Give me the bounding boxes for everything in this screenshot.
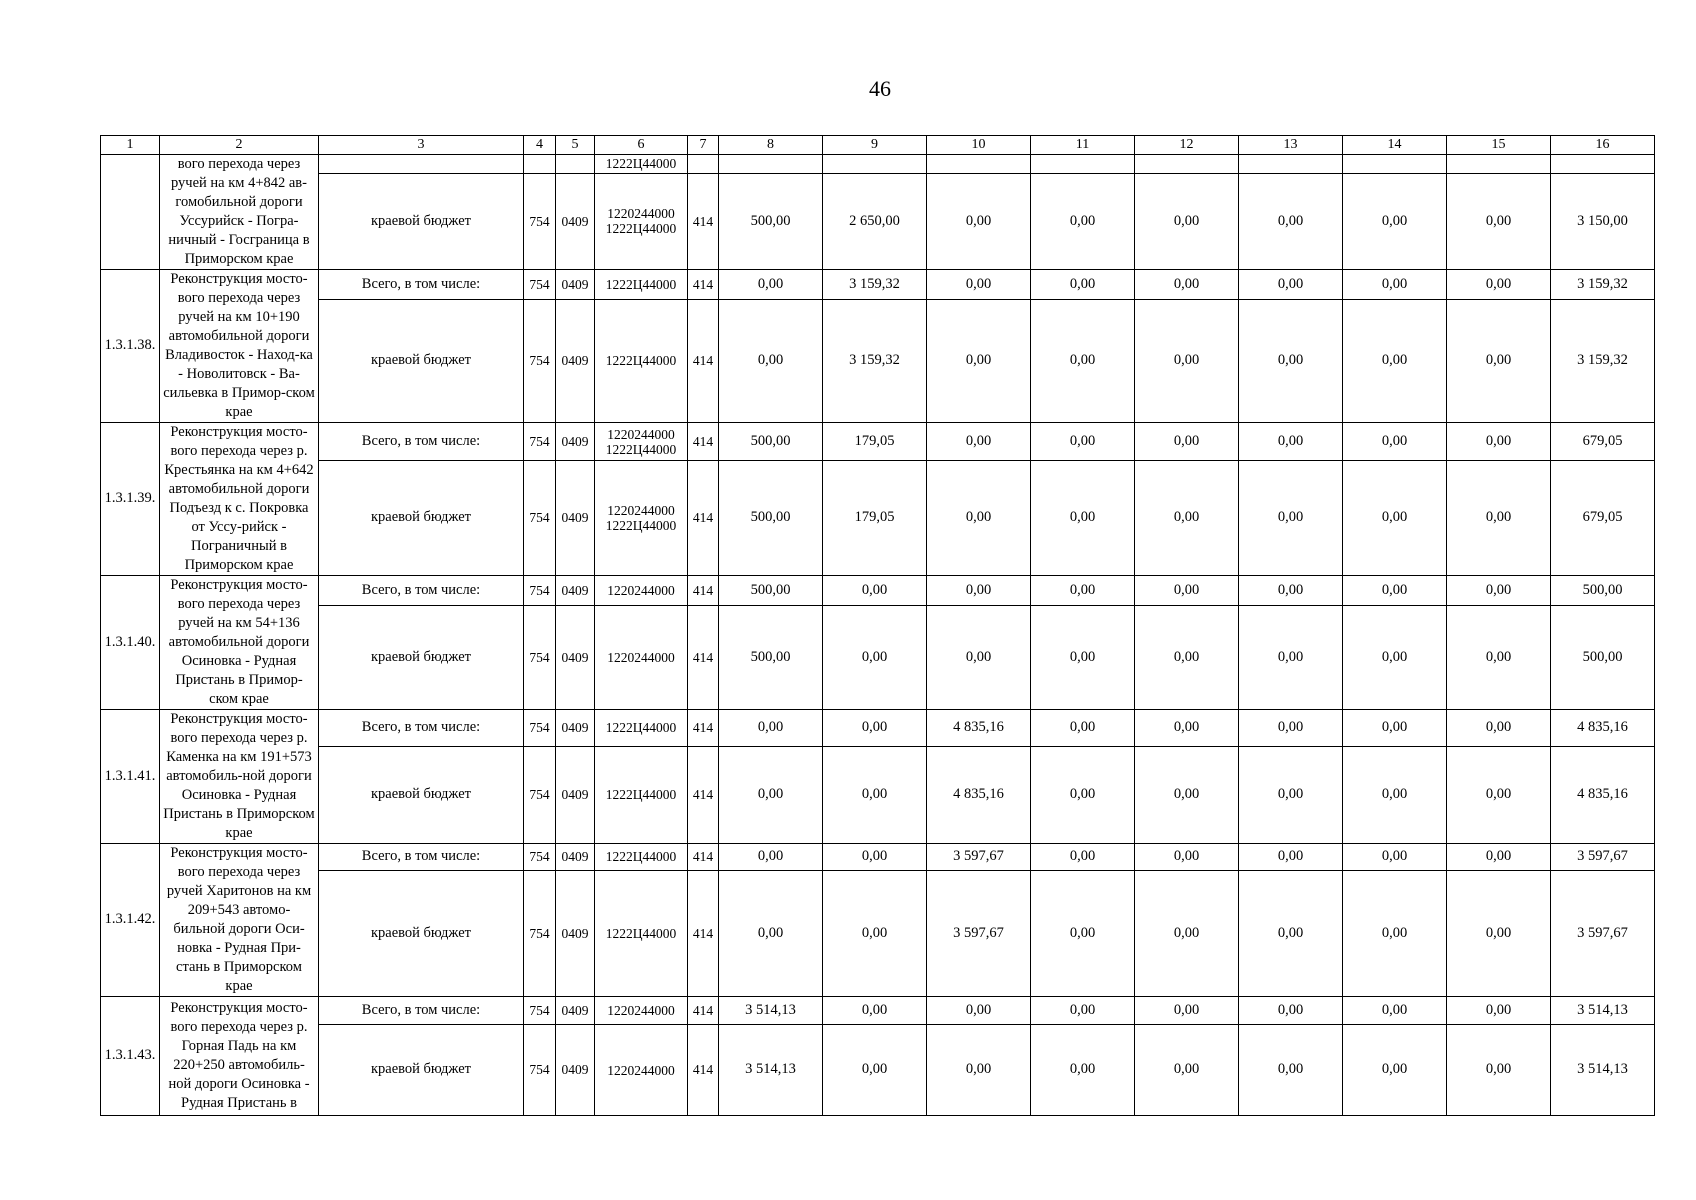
- budget-code: 414: [688, 299, 719, 422]
- amount-cell: 3 514,13: [1551, 997, 1655, 1025]
- amount-cell: 0,00: [1447, 870, 1551, 996]
- header-row: [101, 136, 1655, 155]
- budget-code: 414: [688, 870, 719, 996]
- budget-code: 414: [688, 605, 719, 709]
- amount-cell: 0,00: [719, 746, 823, 843]
- amount-cell: 0,00: [1135, 270, 1239, 300]
- funding-source: Всего, в том числе:: [319, 844, 524, 871]
- budget-code: [524, 155, 556, 174]
- amount-cell: 0,00: [823, 844, 927, 871]
- amount-cell: 4 835,16: [1551, 746, 1655, 843]
- amount-cell: 0,00: [927, 461, 1031, 576]
- amount-cell: 3 597,67: [927, 844, 1031, 871]
- budget-code: 0409: [556, 423, 595, 461]
- table-row: [101, 173, 1655, 269]
- amount-cell: [1343, 155, 1447, 174]
- amount-cell: 0,00: [1239, 270, 1343, 300]
- amount-cell: 0,00: [1031, 746, 1135, 843]
- amount-cell: 0,00: [1239, 576, 1343, 606]
- amount-cell: 0,00: [1239, 173, 1343, 269]
- budget-code: 0409: [556, 461, 595, 576]
- target-item-code: 1220244000: [595, 576, 688, 606]
- row-index: 1.3.1.41.: [101, 710, 160, 844]
- column-header: 9: [823, 136, 927, 155]
- amount-cell: 0,00: [1447, 844, 1551, 871]
- amount-cell: 0,00: [823, 870, 927, 996]
- amount-cell: 0,00: [823, 710, 927, 747]
- amount-cell: 4 835,16: [927, 710, 1031, 747]
- table-row: [101, 870, 1655, 996]
- amount-cell: 0,00: [1447, 299, 1551, 422]
- amount-cell: 0,00: [927, 576, 1031, 606]
- amount-cell: 500,00: [1551, 605, 1655, 709]
- amount-cell: 0,00: [719, 844, 823, 871]
- amount-cell: 0,00: [1447, 423, 1551, 461]
- column-header: 8: [719, 136, 823, 155]
- column-header: 7: [688, 136, 719, 155]
- amount-cell: 0,00: [1343, 1025, 1447, 1116]
- row-index: 1.3.1.38.: [101, 270, 160, 423]
- amount-cell: 0,00: [1343, 746, 1447, 843]
- budget-code: 414: [688, 1025, 719, 1116]
- amount-cell: 3 514,13: [719, 1025, 823, 1116]
- target-item-code: 1220244000: [595, 1025, 688, 1116]
- funding-source: краевой бюджет: [319, 746, 524, 843]
- amount-cell: 500,00: [719, 423, 823, 461]
- amount-cell: 3 159,32: [823, 299, 927, 422]
- amount-cell: 0,00: [1447, 746, 1551, 843]
- amount-cell: 0,00: [1447, 576, 1551, 606]
- amount-cell: [719, 155, 823, 174]
- amount-cell: 0,00: [1135, 746, 1239, 843]
- row-index: 1.3.1.40.: [101, 576, 160, 710]
- amount-cell: 0,00: [1135, 576, 1239, 606]
- budget-code: 414: [688, 576, 719, 606]
- table-row: [101, 746, 1655, 843]
- amount-cell: 0,00: [927, 1025, 1031, 1116]
- column-header: 16: [1551, 136, 1655, 155]
- amount-cell: 0,00: [927, 173, 1031, 269]
- amount-cell: 0,00: [1135, 997, 1239, 1025]
- target-item-code: 1220244000: [595, 605, 688, 709]
- target-item-code: 1220244000 1222Ц44000: [595, 423, 688, 461]
- amount-cell: 0,00: [1343, 461, 1447, 576]
- amount-cell: 0,00: [1135, 844, 1239, 871]
- budget-code: 414: [688, 710, 719, 747]
- amount-cell: 0,00: [1447, 270, 1551, 300]
- object-description: вого перехода через ручей на км 4+842 ав-гомобильной дороги Уссурийск - Погра-ничный - Госграница в Приморском крае: [160, 155, 319, 270]
- amount-cell: 0,00: [1343, 844, 1447, 871]
- amount-cell: 500,00: [719, 605, 823, 709]
- budget-code: [556, 155, 595, 174]
- amount-cell: 0,00: [1135, 423, 1239, 461]
- budget-code: 414: [688, 461, 719, 576]
- amount-cell: 500,00: [719, 461, 823, 576]
- target-item-code: 1222Ц44000: [595, 870, 688, 996]
- budget-code: 0409: [556, 870, 595, 996]
- amount-cell: 0,00: [1031, 270, 1135, 300]
- amount-cell: 0,00: [1343, 173, 1447, 269]
- column-header: 13: [1239, 136, 1343, 155]
- column-header: 2: [160, 136, 319, 155]
- row-index: [101, 155, 160, 270]
- amount-cell: 679,05: [1551, 423, 1655, 461]
- row-index: 1.3.1.42.: [101, 844, 160, 997]
- amount-cell: 0,00: [719, 710, 823, 747]
- amount-cell: 0,00: [1239, 605, 1343, 709]
- amount-cell: 2 650,00: [823, 173, 927, 269]
- amount-cell: 679,05: [1551, 461, 1655, 576]
- column-header: 6: [595, 136, 688, 155]
- funding-source: краевой бюджет: [319, 461, 524, 576]
- amount-cell: 0,00: [1135, 173, 1239, 269]
- amount-cell: 179,05: [823, 461, 927, 576]
- amount-cell: 0,00: [1135, 710, 1239, 747]
- budget-code: 754: [524, 605, 556, 709]
- amount-cell: 0,00: [823, 576, 927, 606]
- amount-cell: 0,00: [1031, 710, 1135, 747]
- amount-cell: 0,00: [719, 270, 823, 300]
- column-header: 10: [927, 136, 1031, 155]
- budget-code: 414: [688, 997, 719, 1025]
- target-item-code: 1220244000 1222Ц44000: [595, 173, 688, 269]
- funding-source: краевой бюджет: [319, 870, 524, 996]
- amount-cell: 0,00: [1031, 844, 1135, 871]
- amount-cell: [1447, 155, 1551, 174]
- budget-code: 754: [524, 844, 556, 871]
- budget-code: 754: [524, 461, 556, 576]
- amount-cell: 0,00: [1239, 299, 1343, 422]
- column-header: 5: [556, 136, 595, 155]
- amount-cell: 0,00: [1239, 870, 1343, 996]
- column-header: 15: [1447, 136, 1551, 155]
- budget-table: [100, 135, 1655, 1116]
- column-header: 3: [319, 136, 524, 155]
- budget-code: 754: [524, 173, 556, 269]
- budget-code: 0409: [556, 997, 595, 1025]
- budget-code: 754: [524, 746, 556, 843]
- amount-cell: 0,00: [823, 605, 927, 709]
- amount-cell: 0,00: [1031, 299, 1135, 422]
- amount-cell: 500,00: [1551, 576, 1655, 606]
- amount-cell: 3 514,13: [719, 997, 823, 1025]
- amount-cell: 3 150,00: [1551, 173, 1655, 269]
- column-header: 1: [101, 136, 160, 155]
- amount-cell: 0,00: [1343, 576, 1447, 606]
- table-row: [101, 997, 1655, 1025]
- amount-cell: 0,00: [1031, 576, 1135, 606]
- row-index: 1.3.1.39.: [101, 423, 160, 576]
- amount-cell: 0,00: [1447, 1025, 1551, 1116]
- budget-code: 0409: [556, 299, 595, 422]
- object-description: Реконструкция мосто-вого перехода через р. Каменка на км 191+573 автомобиль-ной дороги Осиновка - Рудная Пристань в Приморском крае: [160, 710, 319, 844]
- funding-source: Всего, в том числе:: [319, 576, 524, 606]
- amount-cell: [823, 155, 927, 174]
- table-row: [101, 1025, 1655, 1116]
- table-row: [101, 461, 1655, 576]
- amount-cell: 0,00: [1239, 461, 1343, 576]
- amount-cell: 0,00: [927, 423, 1031, 461]
- amount-cell: 0,00: [1447, 461, 1551, 576]
- table-row: [101, 576, 1655, 606]
- object-description: Реконструкция мосто-вого перехода через ручей на км 10+190 автомобильной дороги Владивосток - Наход-ка - Новолитовск - Ва-сильевка в Примор-ском крае: [160, 270, 319, 423]
- amount-cell: 0,00: [1447, 605, 1551, 709]
- budget-code: 0409: [556, 1025, 595, 1116]
- amount-cell: 0,00: [1447, 997, 1551, 1025]
- amount-cell: 0,00: [1135, 870, 1239, 996]
- column-header: 4: [524, 136, 556, 155]
- amount-cell: 3 159,32: [1551, 270, 1655, 300]
- amount-cell: 0,00: [1343, 605, 1447, 709]
- amount-cell: 0,00: [1135, 299, 1239, 422]
- amount-cell: 3 159,32: [1551, 299, 1655, 422]
- target-item-code: 1220244000 1222Ц44000: [595, 461, 688, 576]
- amount-cell: 0,00: [1239, 844, 1343, 871]
- funding-source: Всего, в том числе:: [319, 270, 524, 300]
- funding-source: краевой бюджет: [319, 1025, 524, 1116]
- target-item-code: 1222Ц44000: [595, 844, 688, 871]
- amount-cell: 0,00: [1447, 173, 1551, 269]
- budget-code: 754: [524, 423, 556, 461]
- amount-cell: 500,00: [719, 173, 823, 269]
- budget-code: 754: [524, 1025, 556, 1116]
- amount-cell: 0,00: [1343, 423, 1447, 461]
- table-row: [101, 299, 1655, 422]
- amount-cell: 0,00: [1343, 299, 1447, 422]
- funding-source: [319, 155, 524, 174]
- budget-code: 414: [688, 270, 719, 300]
- amount-cell: 0,00: [1031, 1025, 1135, 1116]
- amount-cell: 0,00: [719, 299, 823, 422]
- column-header: 11: [1031, 136, 1135, 155]
- target-item-code: 1222Ц44000: [595, 155, 688, 174]
- amount-cell: 0,00: [1135, 461, 1239, 576]
- budget-code: 754: [524, 270, 556, 300]
- amount-cell: 0,00: [1031, 870, 1135, 996]
- amount-cell: 0,00: [1343, 870, 1447, 996]
- table-row: [101, 710, 1655, 747]
- budget-code: 0409: [556, 270, 595, 300]
- amount-cell: 500,00: [719, 576, 823, 606]
- funding-source: Всего, в том числе:: [319, 423, 524, 461]
- funding-source: краевой бюджет: [319, 299, 524, 422]
- amount-cell: 0,00: [1031, 997, 1135, 1025]
- amount-cell: 4 835,16: [927, 746, 1031, 843]
- budget-code: 0409: [556, 605, 595, 709]
- table-row: [101, 270, 1655, 300]
- object-description: Реконструкция мосто-вого перехода через ручей на км 54+136 автомобильной дороги Осиновка - Рудная Пристань в Примор-ском крае: [160, 576, 319, 710]
- amount-cell: 0,00: [1447, 710, 1551, 747]
- amount-cell: [1239, 155, 1343, 174]
- amount-cell: 0,00: [1031, 423, 1135, 461]
- table-row: [101, 844, 1655, 871]
- table-row: [101, 605, 1655, 709]
- budget-code: 754: [524, 870, 556, 996]
- amount-cell: [927, 155, 1031, 174]
- table-row: [101, 155, 1655, 174]
- amount-cell: 0,00: [1135, 1025, 1239, 1116]
- object-description: Реконструкция мосто-вого перехода через р. Горная Падь на км 220+250 автомобиль-ной дороги Осиновка - Рудная Пристань в: [160, 997, 319, 1116]
- budget-code: [688, 155, 719, 174]
- funding-source: краевой бюджет: [319, 605, 524, 709]
- column-header: 14: [1343, 136, 1447, 155]
- amount-cell: 0,00: [1239, 423, 1343, 461]
- budget-code: 754: [524, 299, 556, 422]
- amount-cell: 179,05: [823, 423, 927, 461]
- amount-cell: 0,00: [823, 1025, 927, 1116]
- target-item-code: 1220244000: [595, 997, 688, 1025]
- amount-cell: [1135, 155, 1239, 174]
- amount-cell: 3 597,67: [927, 870, 1031, 996]
- amount-cell: 0,00: [1239, 746, 1343, 843]
- funding-source: Всего, в том числе:: [319, 710, 524, 747]
- budget-code: 0409: [556, 746, 595, 843]
- budget-code: 414: [688, 746, 719, 843]
- amount-cell: 0,00: [823, 746, 927, 843]
- amount-cell: 0,00: [719, 870, 823, 996]
- target-item-code: 1222Ц44000: [595, 710, 688, 747]
- amount-cell: 0,00: [1343, 710, 1447, 747]
- target-item-code: 1222Ц44000: [595, 270, 688, 300]
- row-index: 1.3.1.43.: [101, 997, 160, 1116]
- amount-cell: 0,00: [927, 270, 1031, 300]
- amount-cell: 0,00: [927, 605, 1031, 709]
- amount-cell: 0,00: [1031, 461, 1135, 576]
- amount-cell: 0,00: [927, 997, 1031, 1025]
- amount-cell: 0,00: [927, 299, 1031, 422]
- amount-cell: 0,00: [1239, 710, 1343, 747]
- amount-cell: 0,00: [1239, 1025, 1343, 1116]
- budget-code: 0409: [556, 844, 595, 871]
- amount-cell: 3 597,67: [1551, 870, 1655, 996]
- budget-code: 0409: [556, 710, 595, 747]
- funding-source: Всего, в том числе:: [319, 997, 524, 1025]
- budget-code: 414: [688, 844, 719, 871]
- funding-source: краевой бюджет: [319, 173, 524, 269]
- budget-code: 414: [688, 423, 719, 461]
- object-description: Реконструкция мосто-вого перехода через ручей Харитонов на км 209+543 автомо-бильной дороги Оси-новка - Рудная При-стань в Приморском крае: [160, 844, 319, 997]
- page-number: 46: [869, 76, 891, 101]
- object-description: Реконструкция мосто-вого перехода через р. Крестьянка на км 4+642 автомобильной дороги Подъезд к с. Покровка от Уссу-рийск - Пограничный в Приморском крае: [160, 423, 319, 576]
- budget-code: 0409: [556, 576, 595, 606]
- amount-cell: 0,00: [1239, 997, 1343, 1025]
- target-item-code: 1222Ц44000: [595, 299, 688, 422]
- amount-cell: 3 597,67: [1551, 844, 1655, 871]
- amount-cell: 3 159,32: [823, 270, 927, 300]
- amount-cell: 0,00: [1343, 997, 1447, 1025]
- amount-cell: 0,00: [823, 997, 927, 1025]
- amount-cell: 0,00: [1031, 605, 1135, 709]
- amount-cell: 0,00: [1135, 605, 1239, 709]
- budget-code: 414: [688, 173, 719, 269]
- amount-cell: [1551, 155, 1655, 174]
- table-row: [101, 423, 1655, 461]
- amount-cell: [1031, 155, 1135, 174]
- budget-code: 754: [524, 997, 556, 1025]
- budget-code: 0409: [556, 173, 595, 269]
- amount-cell: 0,00: [1343, 270, 1447, 300]
- amount-cell: 4 835,16: [1551, 710, 1655, 747]
- budget-code: 754: [524, 710, 556, 747]
- target-item-code: 1222Ц44000: [595, 746, 688, 843]
- budget-code: 754: [524, 576, 556, 606]
- amount-cell: 0,00: [1031, 173, 1135, 269]
- column-header: 12: [1135, 136, 1239, 155]
- amount-cell: 3 514,13: [1551, 1025, 1655, 1116]
